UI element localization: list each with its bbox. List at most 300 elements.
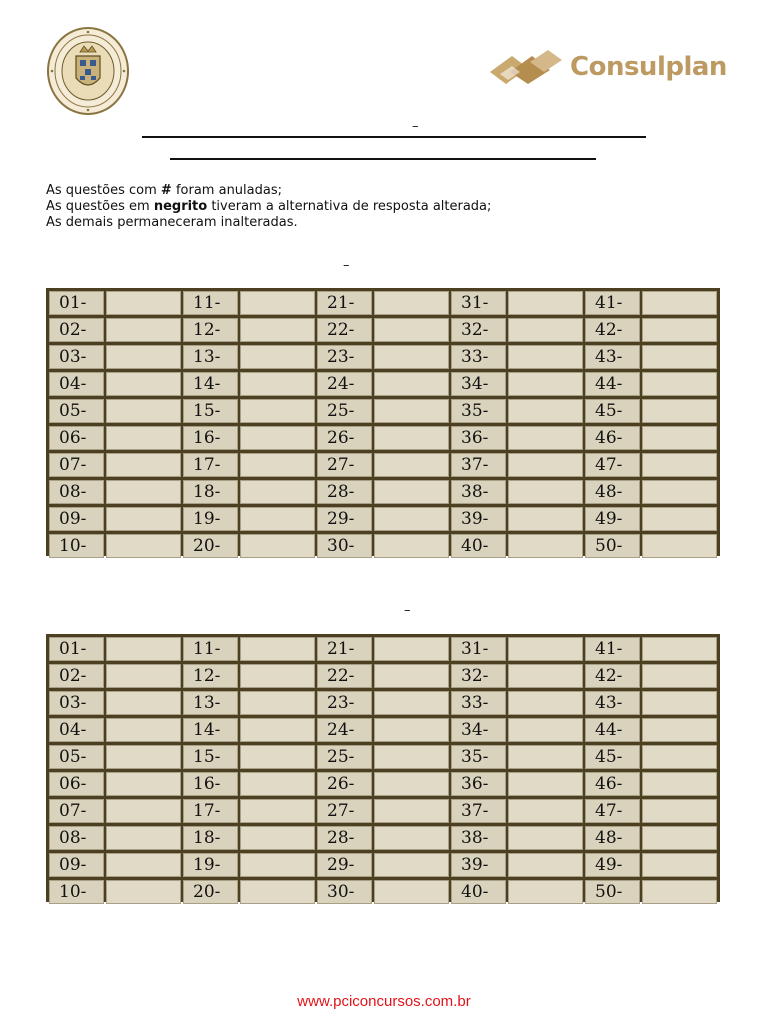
- answer-cell: [451, 372, 583, 396]
- answer-cell: [183, 345, 315, 369]
- answer-box: [374, 534, 449, 558]
- answer-cell: [183, 534, 315, 558]
- answer-cell: [49, 691, 181, 715]
- answer-cell: [585, 691, 717, 715]
- answer-box: [106, 399, 181, 423]
- question-number: 50-: [585, 534, 640, 558]
- answer-cell: [585, 637, 717, 661]
- bold-word: negrito: [153, 199, 208, 214]
- answer-cell: [451, 318, 583, 342]
- answer-cell: [49, 453, 181, 477]
- question-number: 14-: [183, 372, 238, 396]
- question-number: 24-: [317, 372, 372, 396]
- question-number: 45-: [585, 745, 640, 769]
- question-number: 41-: [585, 637, 640, 661]
- answer-box: [508, 480, 583, 504]
- answer-cell: [585, 399, 717, 423]
- answer-box: [374, 691, 449, 715]
- answer-box: [642, 637, 717, 661]
- answer-cell: [49, 507, 181, 531]
- question-number: 26-: [317, 426, 372, 450]
- answer-cell: [183, 480, 315, 504]
- answer-cell: [585, 664, 717, 688]
- answer-cell: [49, 291, 181, 315]
- answer-cell: [451, 345, 583, 369]
- question-number: 21-: [317, 637, 372, 661]
- legend-altered: As questões em negrito tiveram a alternativa de resposta alterada;: [46, 199, 492, 214]
- answer-box: [374, 826, 449, 850]
- answer-box: [106, 772, 181, 796]
- answer-cell: [49, 664, 181, 688]
- question-number: 22-: [317, 664, 372, 688]
- question-number: 16-: [183, 426, 238, 450]
- answer-cell: [183, 318, 315, 342]
- question-number: 18-: [183, 480, 238, 504]
- answer-box: [642, 372, 717, 396]
- question-number: 31-: [451, 291, 506, 315]
- question-number: 25-: [317, 399, 372, 423]
- answer-cell: [585, 826, 717, 850]
- question-number: 09-: [49, 507, 104, 531]
- answer-cell: [317, 772, 449, 796]
- answer-box: [642, 853, 717, 877]
- answer-cell: [451, 880, 583, 904]
- answer-cell: [451, 664, 583, 688]
- answer-box: [240, 291, 315, 315]
- answer-box: [374, 853, 449, 877]
- question-number: 17-: [183, 799, 238, 823]
- answer-box: [240, 826, 315, 850]
- answer-cell: [451, 534, 583, 558]
- answer-box: [240, 453, 315, 477]
- answer-box: [106, 799, 181, 823]
- answer-cell: [317, 745, 449, 769]
- question-number: 18-: [183, 826, 238, 850]
- answer-box: [374, 426, 449, 450]
- answer-cell: [49, 637, 181, 661]
- answer-cell: [183, 291, 315, 315]
- answer-box: [642, 507, 717, 531]
- answer-box: [374, 745, 449, 769]
- section-heading-2: –: [404, 603, 411, 618]
- question-number: 33-: [451, 691, 506, 715]
- answer-box: [508, 799, 583, 823]
- answer-cell: [183, 745, 315, 769]
- question-number: 44-: [585, 372, 640, 396]
- consulplan-logo: [486, 46, 727, 94]
- question-number: 12-: [183, 664, 238, 688]
- answer-cell: [49, 480, 181, 504]
- answer-box: [642, 799, 717, 823]
- answer-cell: [49, 718, 181, 742]
- question-number: 37-: [451, 453, 506, 477]
- title-underline-2: [170, 158, 596, 160]
- answer-box: [508, 718, 583, 742]
- answer-cell: [317, 718, 449, 742]
- answer-cell: [49, 745, 181, 769]
- answer-box: [508, 534, 583, 558]
- question-number: 27-: [317, 453, 372, 477]
- answer-cell: [183, 664, 315, 688]
- answer-cell: [49, 372, 181, 396]
- answer-cell: [49, 399, 181, 423]
- answer-box: [106, 291, 181, 315]
- answer-cell: [317, 426, 449, 450]
- question-number: 09-: [49, 853, 104, 877]
- answer-cell: [183, 772, 315, 796]
- answer-cell: [451, 799, 583, 823]
- question-number: 02-: [49, 664, 104, 688]
- answer-box: [642, 718, 717, 742]
- question-number: 39-: [451, 853, 506, 877]
- answer-box: [374, 345, 449, 369]
- municipal-seal-logo: [46, 26, 130, 116]
- answer-box: [374, 291, 449, 315]
- question-number: 43-: [585, 345, 640, 369]
- question-number: 48-: [585, 480, 640, 504]
- answer-cell: [183, 718, 315, 742]
- answer-cell: [585, 534, 717, 558]
- answer-cell: [49, 799, 181, 823]
- title-dash: –: [412, 119, 419, 134]
- answer-cell: [317, 507, 449, 531]
- question-number: 34-: [451, 718, 506, 742]
- answer-box: [106, 691, 181, 715]
- answer-box: [642, 453, 717, 477]
- answer-box: [508, 453, 583, 477]
- answer-box: [642, 318, 717, 342]
- answer-cell: [585, 426, 717, 450]
- question-number: 39-: [451, 507, 506, 531]
- answer-box: [240, 691, 315, 715]
- answer-cell: [183, 507, 315, 531]
- answer-cell: [317, 453, 449, 477]
- question-number: 02-: [49, 318, 104, 342]
- question-number: 49-: [585, 853, 640, 877]
- answer-cell: [49, 853, 181, 877]
- question-number: 24-: [317, 718, 372, 742]
- answer-box: [508, 745, 583, 769]
- answer-cell: [451, 291, 583, 315]
- answer-box: [106, 745, 181, 769]
- question-number: 11-: [183, 637, 238, 661]
- question-number: 26-: [317, 772, 372, 796]
- answer-cell: [317, 372, 449, 396]
- legend-unchanged: As demais permaneceram inalteradas.: [46, 215, 298, 230]
- answer-box: [642, 426, 717, 450]
- answer-box: [106, 664, 181, 688]
- answer-cell: [317, 480, 449, 504]
- answer-box: [508, 880, 583, 904]
- question-number: 23-: [317, 691, 372, 715]
- answer-box: [240, 318, 315, 342]
- answer-cell: [451, 480, 583, 504]
- answer-cell: [317, 826, 449, 850]
- answer-box: [240, 718, 315, 742]
- question-number: 38-: [451, 826, 506, 850]
- question-number: 19-: [183, 853, 238, 877]
- answer-box: [106, 853, 181, 877]
- answer-cell: [585, 853, 717, 877]
- answer-box: [240, 426, 315, 450]
- question-number: 28-: [317, 826, 372, 850]
- answer-box: [642, 534, 717, 558]
- question-number: 29-: [317, 853, 372, 877]
- answer-cell: [183, 637, 315, 661]
- question-number: 04-: [49, 718, 104, 742]
- answer-box: [508, 372, 583, 396]
- answer-cell: [451, 826, 583, 850]
- brand-name: Consulplan: [570, 52, 727, 82]
- answer-box: [374, 399, 449, 423]
- section-heading-1: –: [343, 258, 350, 273]
- answer-cell: [585, 453, 717, 477]
- answer-box: [374, 799, 449, 823]
- answer-cell: [451, 453, 583, 477]
- question-number: 38-: [451, 480, 506, 504]
- question-number: 06-: [49, 772, 104, 796]
- answer-box: [374, 880, 449, 904]
- answer-box: [240, 345, 315, 369]
- answer-box: [240, 745, 315, 769]
- answer-box: [106, 637, 181, 661]
- answer-cell: [585, 745, 717, 769]
- answer-cell: [49, 880, 181, 904]
- question-number: 15-: [183, 399, 238, 423]
- answer-box: [240, 534, 315, 558]
- answer-box: [374, 772, 449, 796]
- question-number: 40-: [451, 880, 506, 904]
- answer-cell: [317, 691, 449, 715]
- answer-cell: [585, 345, 717, 369]
- answer-box: [240, 480, 315, 504]
- answer-cell: [585, 799, 717, 823]
- answer-box: [374, 637, 449, 661]
- answer-cell: [451, 691, 583, 715]
- answer-cell: [49, 772, 181, 796]
- answer-box: [106, 480, 181, 504]
- question-number: 47-: [585, 453, 640, 477]
- answer-box: [374, 453, 449, 477]
- question-number: 36-: [451, 772, 506, 796]
- question-number: 13-: [183, 345, 238, 369]
- answer-cell: [49, 426, 181, 450]
- answer-cell: [317, 637, 449, 661]
- answer-box: [374, 664, 449, 688]
- question-number: 23-: [317, 345, 372, 369]
- answer-cell: [183, 826, 315, 850]
- answer-box: [106, 318, 181, 342]
- answer-cell: [317, 664, 449, 688]
- answer-cell: [585, 372, 717, 396]
- answer-cell: [317, 345, 449, 369]
- answer-box: [508, 345, 583, 369]
- legend: [46, 183, 491, 231]
- answer-cell: [49, 534, 181, 558]
- answer-box: [508, 399, 583, 423]
- question-number: 10-: [49, 880, 104, 904]
- question-number: 05-: [49, 399, 104, 423]
- question-number: 07-: [49, 799, 104, 823]
- question-number: 42-: [585, 664, 640, 688]
- answer-box: [240, 399, 315, 423]
- question-number: 05-: [49, 745, 104, 769]
- answer-box: [508, 691, 583, 715]
- question-number: 42-: [585, 318, 640, 342]
- question-number: 13-: [183, 691, 238, 715]
- answer-box: [642, 745, 717, 769]
- question-number: 27-: [317, 799, 372, 823]
- answer-box: [106, 534, 181, 558]
- question-number: 41-: [585, 291, 640, 315]
- answer-cell: [49, 345, 181, 369]
- answer-box: [240, 853, 315, 877]
- answer-cell: [585, 772, 717, 796]
- answer-cell: [317, 853, 449, 877]
- answer-box: [642, 880, 717, 904]
- answer-box: [642, 691, 717, 715]
- question-number: 33-: [451, 345, 506, 369]
- answer-cell: [585, 318, 717, 342]
- answer-box: [240, 664, 315, 688]
- question-number: 17-: [183, 453, 238, 477]
- question-number: 03-: [49, 345, 104, 369]
- answer-box: [642, 480, 717, 504]
- answer-box: [508, 291, 583, 315]
- answer-cell: [183, 372, 315, 396]
- answer-box: [106, 826, 181, 850]
- question-number: 34-: [451, 372, 506, 396]
- question-number: 25-: [317, 745, 372, 769]
- answer-cell: [183, 399, 315, 423]
- answer-box: [240, 799, 315, 823]
- question-number: 10-: [49, 534, 104, 558]
- question-number: 35-: [451, 399, 506, 423]
- question-number: 01-: [49, 291, 104, 315]
- answer-box: [240, 637, 315, 661]
- question-number: 35-: [451, 745, 506, 769]
- answer-cell: [317, 291, 449, 315]
- answer-cell: [451, 637, 583, 661]
- question-number: 30-: [317, 534, 372, 558]
- answer-box: [106, 718, 181, 742]
- answer-cell: [451, 399, 583, 423]
- answer-cell: [49, 826, 181, 850]
- answer-cell: [451, 772, 583, 796]
- question-number: 14-: [183, 718, 238, 742]
- answer-box: [508, 853, 583, 877]
- answer-box: [642, 345, 717, 369]
- question-number: 01-: [49, 637, 104, 661]
- question-number: 45-: [585, 399, 640, 423]
- question-number: 11-: [183, 291, 238, 315]
- answer-box: [374, 480, 449, 504]
- answer-cell: [585, 880, 717, 904]
- answer-box: [240, 880, 315, 904]
- question-number: 28-: [317, 480, 372, 504]
- answer-box: [374, 718, 449, 742]
- question-number: 46-: [585, 772, 640, 796]
- question-number: 36-: [451, 426, 506, 450]
- answer-cell: [585, 507, 717, 531]
- question-number: 46-: [585, 426, 640, 450]
- question-number: 47-: [585, 799, 640, 823]
- question-number: 15-: [183, 745, 238, 769]
- answer-box: [106, 507, 181, 531]
- question-number: 16-: [183, 772, 238, 796]
- question-number: 32-: [451, 664, 506, 688]
- question-number: 12-: [183, 318, 238, 342]
- answer-box: [374, 318, 449, 342]
- answer-box: [508, 772, 583, 796]
- answer-box: [240, 772, 315, 796]
- question-number: 32-: [451, 318, 506, 342]
- question-number: 29-: [317, 507, 372, 531]
- answer-box: [508, 826, 583, 850]
- answer-box: [642, 399, 717, 423]
- question-number: 37-: [451, 799, 506, 823]
- answer-cell: [451, 507, 583, 531]
- answer-box: [508, 664, 583, 688]
- answer-cell: [317, 318, 449, 342]
- answer-box: [374, 507, 449, 531]
- answer-box: [508, 507, 583, 531]
- answer-cell: [183, 853, 315, 877]
- question-number: 44-: [585, 718, 640, 742]
- question-number: 50-: [585, 880, 640, 904]
- title-underline-1: [142, 136, 646, 138]
- answer-cell: [451, 745, 583, 769]
- answer-cell: [183, 691, 315, 715]
- question-number: 08-: [49, 826, 104, 850]
- answer-box: [240, 372, 315, 396]
- consulplan-diamond-icon: [486, 46, 566, 94]
- answer-key-grid-1: [46, 288, 720, 556]
- answer-box: [508, 318, 583, 342]
- question-number: 21-: [317, 291, 372, 315]
- answer-box: [106, 345, 181, 369]
- answer-cell: [183, 426, 315, 450]
- answer-cell: [183, 453, 315, 477]
- question-number: 04-: [49, 372, 104, 396]
- answer-cell: [49, 318, 181, 342]
- answer-cell: [317, 399, 449, 423]
- seal-icon: [46, 26, 130, 116]
- answer-key-grid-2: [46, 634, 720, 902]
- question-number: 03-: [49, 691, 104, 715]
- footer-url[interactable]: www.pciconcursos.com.br: [297, 993, 471, 1010]
- question-number: 06-: [49, 426, 104, 450]
- answer-cell: [585, 480, 717, 504]
- question-number: 43-: [585, 691, 640, 715]
- annulled-symbol: #: [160, 183, 172, 198]
- answer-cell: [451, 853, 583, 877]
- answer-box: [642, 291, 717, 315]
- question-number: 20-: [183, 880, 238, 904]
- answer-cell: [183, 799, 315, 823]
- answer-box: [240, 507, 315, 531]
- legend-annulled: As questões com # foram anuladas;: [46, 183, 282, 198]
- answer-cell: [317, 880, 449, 904]
- answer-cell: [585, 718, 717, 742]
- answer-cell: [585, 291, 717, 315]
- question-number: 30-: [317, 880, 372, 904]
- question-number: 49-: [585, 507, 640, 531]
- answer-box: [374, 372, 449, 396]
- answer-box: [106, 453, 181, 477]
- question-number: 07-: [49, 453, 104, 477]
- question-number: 19-: [183, 507, 238, 531]
